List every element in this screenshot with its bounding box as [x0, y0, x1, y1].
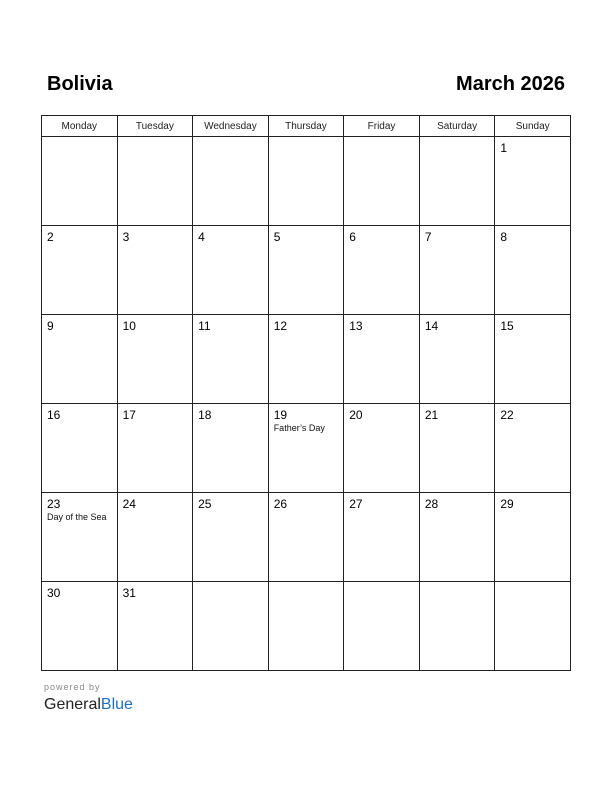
weekday-tuesday: Tuesday	[117, 116, 193, 137]
day-number: 7	[424, 230, 432, 244]
calendar-day-cell	[42, 493, 118, 582]
day-number: 13	[349, 319, 363, 333]
calendar-grid	[41, 115, 571, 671]
day-number	[269, 582, 344, 586]
calendar-day-cell	[495, 137, 571, 226]
day-number: 9	[47, 319, 54, 333]
calendar-day-cell	[344, 226, 420, 315]
holiday-label: Day of the Sea	[47, 512, 107, 522]
weekday-friday: Friday	[344, 116, 420, 137]
day-number: 6	[349, 230, 356, 244]
calendar-day-cell	[495, 493, 571, 582]
day-number: 18	[198, 408, 212, 422]
calendar-day-cell	[117, 137, 193, 226]
calendar-day-cell	[268, 582, 344, 671]
calendar-day-cell	[268, 493, 344, 582]
day-number: 10	[122, 319, 136, 333]
weekday-wednesday: Wednesday	[193, 116, 269, 137]
calendar-day-cell	[42, 226, 118, 315]
calendar-day-cell	[344, 137, 420, 226]
day-number: 20	[349, 408, 363, 422]
day-number	[118, 137, 193, 141]
day-number: 21	[424, 408, 439, 422]
calendar-day-cell	[193, 493, 269, 582]
weekday-thursday: Thursday	[268, 116, 344, 137]
calendar-day-cell	[419, 493, 495, 582]
day-number: 17	[122, 408, 136, 422]
footer-branding	[44, 682, 133, 715]
day-number: 14	[424, 319, 439, 333]
calendar-day-cell	[193, 582, 269, 671]
day-number: 5	[273, 230, 281, 244]
calendar-day-cell	[419, 137, 495, 226]
powered-by-text: powered by	[44, 682, 101, 692]
calendar-day-cell	[117, 404, 193, 493]
calendar-week-row	[42, 315, 571, 404]
day-number	[344, 137, 419, 141]
calendar-week-row	[42, 493, 571, 582]
weekday-saturday: Saturday	[419, 116, 495, 137]
generalblue-logo[interactable]	[44, 695, 133, 715]
calendar-day-cell	[344, 493, 420, 582]
month-year-title: March 2026	[456, 73, 565, 95]
calendar-day-cell	[495, 315, 571, 404]
weekday-sunday: Sunday	[495, 116, 571, 137]
day-number	[193, 582, 268, 586]
holiday-label: Father’s Day	[273, 423, 325, 433]
day-number: 11	[198, 319, 211, 333]
calendar-day-cell	[495, 226, 571, 315]
calendar-day-cell	[495, 582, 571, 671]
calendar-week-row	[42, 404, 571, 493]
day-number: 24	[122, 497, 136, 511]
calendar-day-cell	[344, 315, 420, 404]
calendar-week-row	[42, 582, 571, 671]
calendar-day-cell	[268, 315, 344, 404]
calendar-day-cell	[42, 315, 118, 404]
calendar-day-cell	[117, 493, 193, 582]
day-number: 12	[273, 319, 288, 333]
calendar-day-cell	[117, 582, 193, 671]
day-number: 31	[122, 586, 136, 600]
day-number: 3	[122, 230, 130, 244]
weekday-monday: Monday	[42, 116, 118, 137]
calendar-day-cell	[193, 404, 269, 493]
calendar-day-cell	[419, 315, 495, 404]
calendar-day-cell	[419, 404, 495, 493]
calendar-week-row	[42, 137, 571, 226]
day-number: 19	[273, 408, 288, 422]
calendar-day-cell	[344, 582, 420, 671]
day-number: 22	[500, 408, 514, 422]
day-number	[269, 137, 344, 141]
day-number: 27	[349, 497, 363, 511]
calendar-day-cell	[495, 404, 571, 493]
calendar-day-cell	[344, 404, 420, 493]
calendar-day-cell	[268, 137, 344, 226]
day-number: 25	[198, 497, 212, 511]
calendar-day-cell	[117, 226, 193, 315]
day-number	[420, 137, 495, 141]
brand-general-text: General	[44, 696, 101, 713]
day-number: 26	[273, 497, 288, 511]
day-number	[193, 137, 268, 141]
day-number: 29	[500, 497, 514, 511]
country-title: Bolivia	[47, 73, 113, 95]
calendar-week-row	[42, 226, 571, 315]
calendar-day-cell	[419, 226, 495, 315]
calendar-day-cell	[42, 582, 118, 671]
day-number	[42, 137, 117, 141]
calendar-day-cell	[193, 226, 269, 315]
brand-blue-text: Blue	[100, 696, 133, 713]
calendar-day-cell	[117, 315, 193, 404]
day-number: 28	[424, 497, 439, 511]
day-number: 15	[500, 319, 514, 333]
day-number: 30	[47, 586, 61, 600]
day-number: 2	[47, 230, 54, 244]
calendar-day-cell	[268, 404, 344, 493]
day-number	[420, 582, 495, 586]
calendar-day-cell	[193, 315, 269, 404]
day-number: 1	[500, 141, 508, 155]
day-number	[495, 582, 570, 586]
calendar-day-cell	[268, 226, 344, 315]
calendar-day-cell	[42, 137, 118, 226]
calendar-day-cell	[193, 137, 269, 226]
day-number: 8	[500, 230, 508, 244]
calendar-day-cell	[42, 404, 118, 493]
calendar-day-cell	[419, 582, 495, 671]
weekday-header-row	[42, 116, 571, 137]
day-number: 16	[47, 408, 61, 422]
day-number: 4	[198, 230, 205, 244]
day-number: 23	[47, 497, 61, 511]
day-number	[344, 582, 419, 586]
